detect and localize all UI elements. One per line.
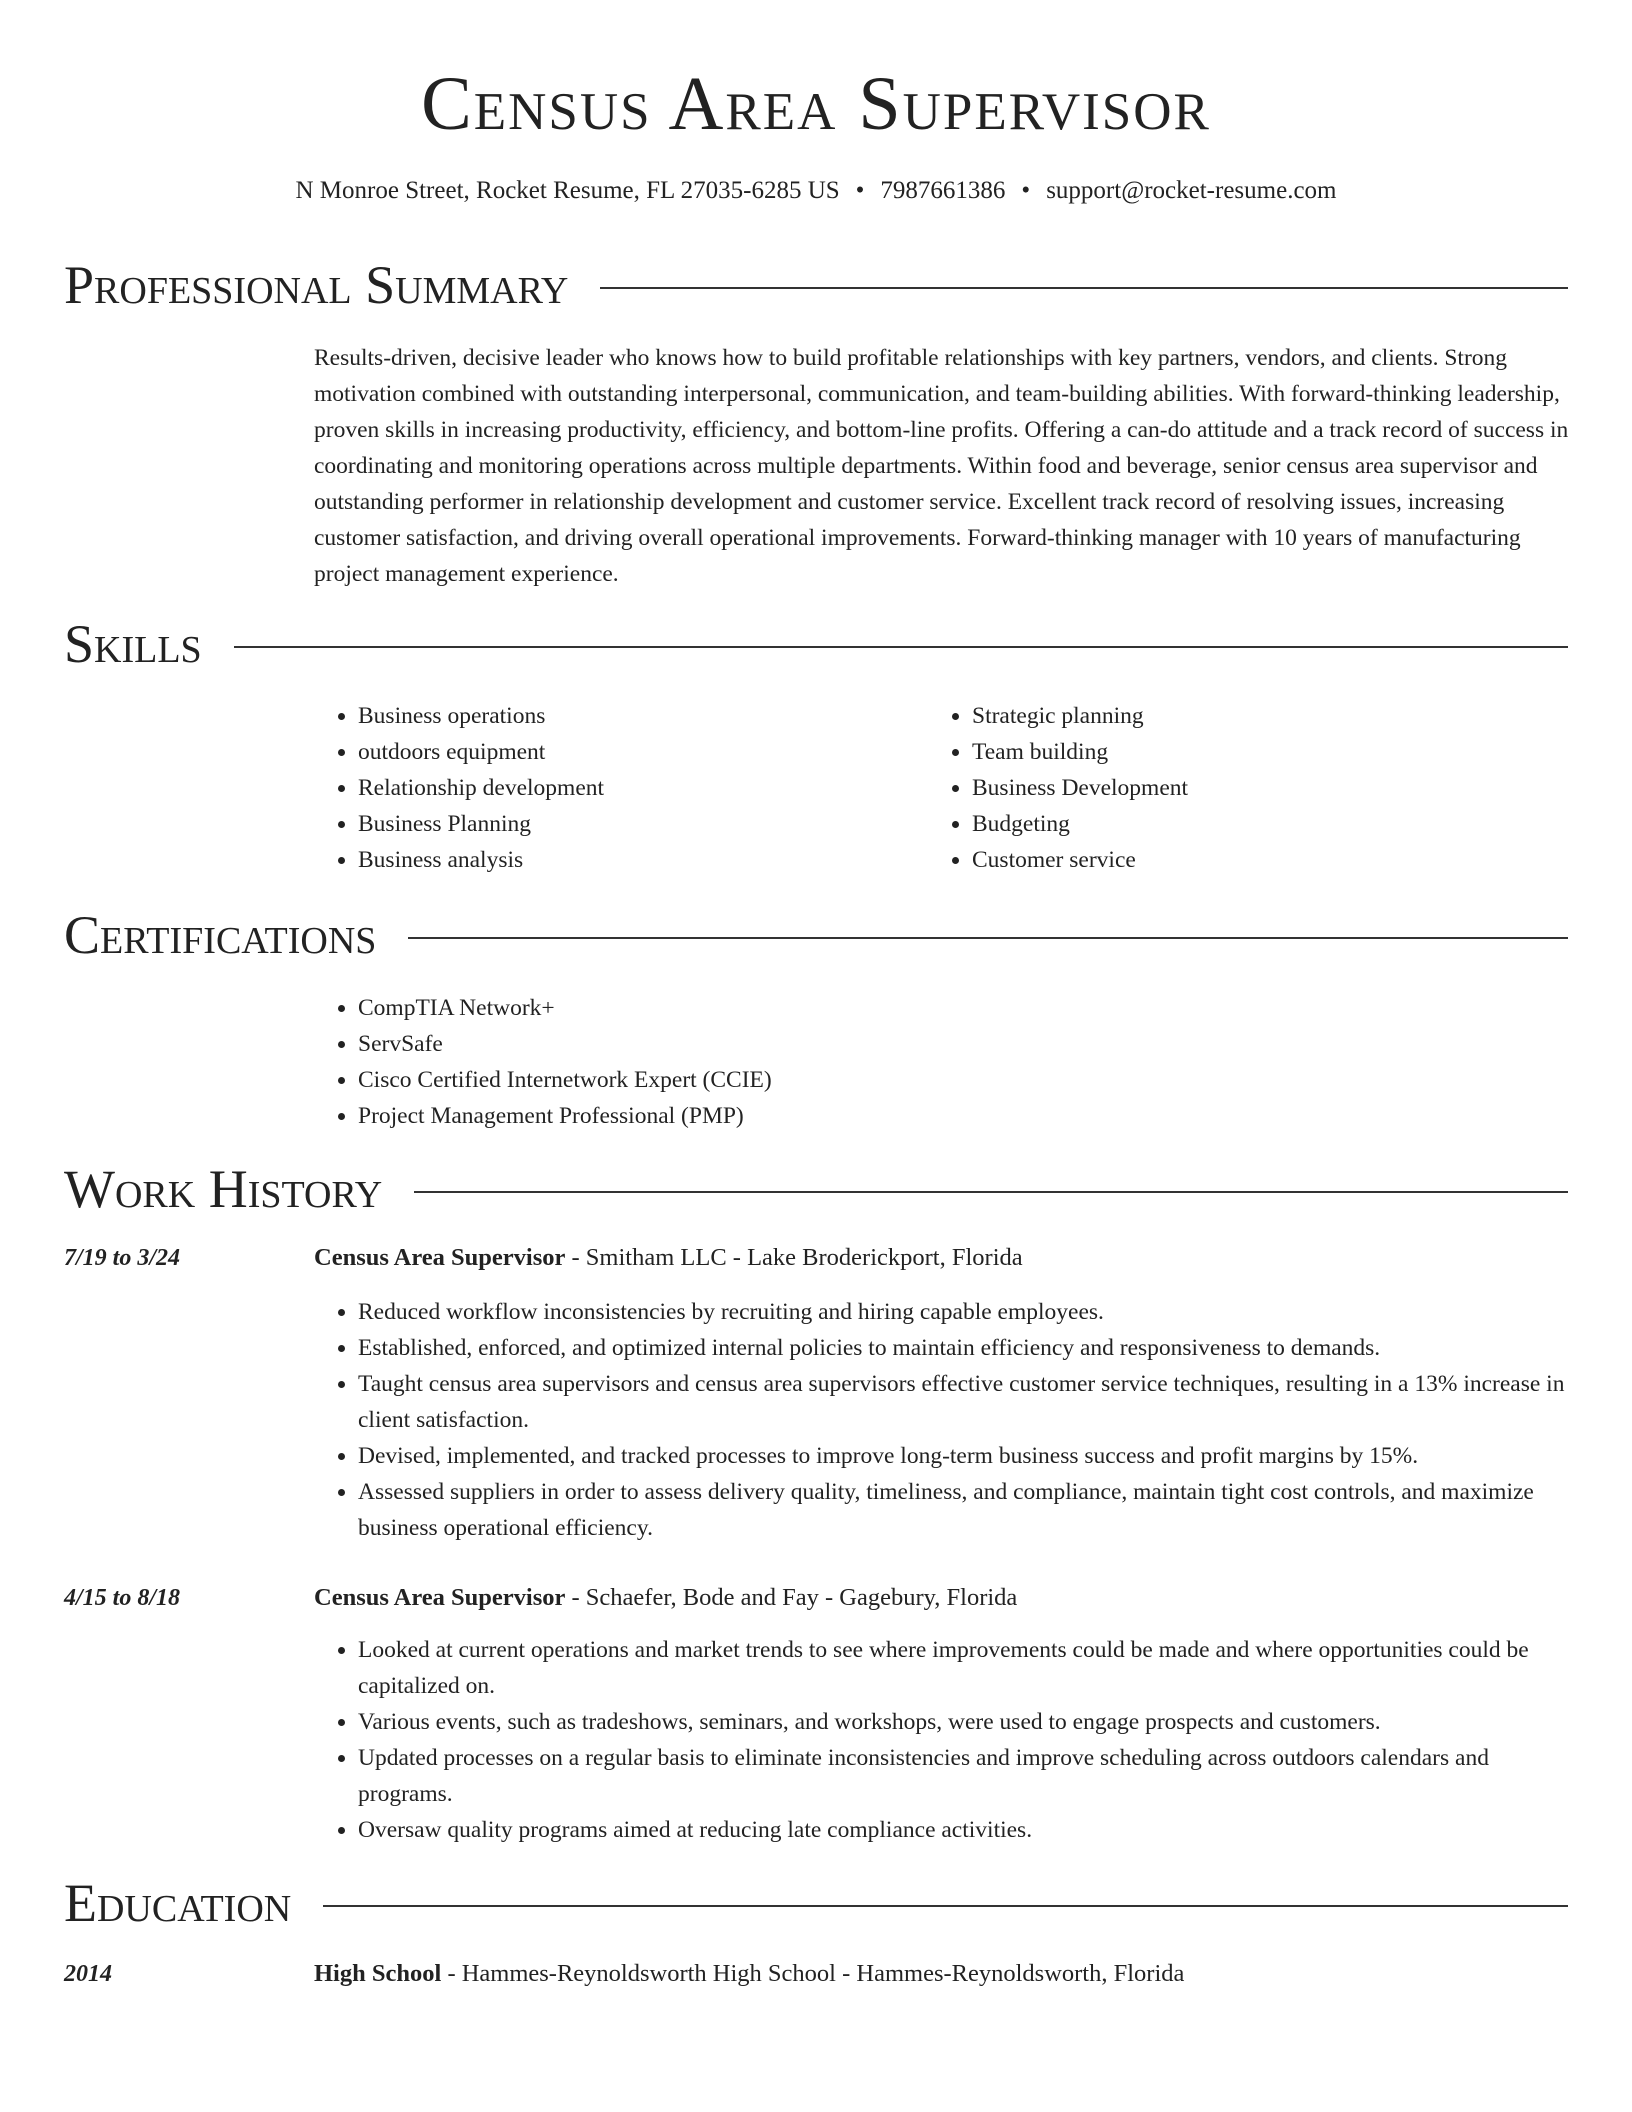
job-bullet: • Oversaw quality programs aimed at reducing late compliance activities. [358, 1812, 1574, 1848]
certification-item: • ServSafe [358, 1026, 1574, 1062]
skill-item: • Strategic planning [972, 698, 1568, 734]
skill-item: • Relationship development [358, 770, 914, 806]
job-bullet: • Looked at current operations and market trends to see where improvements could be made and where opportunities could be capitalized on. [358, 1632, 1574, 1704]
job-bullet: • Devised, implemented, and tracked processes to improve long-term business success and profit margins by 15%. [358, 1438, 1574, 1474]
contact-phone: 7987661386 [880, 177, 1006, 204]
skill-item: • Budgeting [972, 806, 1568, 842]
job-dates: 4/15 to 8/18 [64, 1585, 181, 1611]
work-section-heading [64, 1157, 1568, 1221]
job-bullet: • Established, enforced, and optimized internal policies to maintain efficiency and responsiveness to demands. [358, 1330, 1574, 1366]
job-bullet: • Reduced workflow inconsistencies by recruiting and hiring capable employees. [358, 1294, 1574, 1330]
certifications-section-heading [64, 903, 1568, 967]
job-employer: - Schaefer, Bode and Fay - Gagebury, Florida [565, 1584, 1018, 1611]
skill-item: • Business operations [358, 698, 914, 734]
work-title: Work History [64, 1159, 383, 1219]
summary-section-heading [64, 253, 1568, 317]
skill-item: • Business Planning [358, 806, 914, 842]
skills-right-column [928, 698, 1568, 878]
job-heading [314, 1240, 1574, 1276]
skill-item: • Team building [972, 734, 1568, 770]
skills-title: Skills [64, 614, 202, 674]
job-dates: 7/19 to 3/24 [64, 1245, 181, 1271]
section-divider [234, 646, 1568, 648]
contact-address: N Monroe Street, Rocket Resume, FL 27035-6285 US [295, 177, 840, 204]
certification-item: • CompTIA Network+ [358, 990, 1574, 1026]
skill-item: • Business analysis [358, 842, 914, 878]
section-divider [408, 937, 1568, 939]
job-bullets [314, 1294, 1574, 1546]
skills-section-heading [64, 612, 1568, 676]
education-year: 2014 [64, 1961, 112, 1987]
job-bullet: • Assessed suppliers in order to assess delivery quality, timeliness, and compliance, maintain tight cost controls, and maximize business operational efficiency. [358, 1474, 1574, 1546]
education-heading [314, 1956, 1574, 1992]
skill-item: • Customer service [972, 842, 1568, 878]
certifications-list [314, 990, 1574, 1134]
education-school: - Hammes-Reynoldsworth High School - Hammes-Reynoldsworth, Florida [441, 1960, 1185, 1987]
summary-title: Professional Summary [64, 255, 569, 315]
skills-right-list [928, 698, 1568, 878]
skills-left-list [314, 698, 914, 878]
section-divider [323, 1905, 1568, 1907]
job-bullet: • Updated processes on a regular basis to eliminate inconsistencies and improve scheduling across outdoors calendars and programs. [358, 1740, 1574, 1812]
job-bullet: • Taught census area supervisors and census area supervisors effective customer service techniques, resulting in a 13% increase in client satisfaction. [358, 1366, 1574, 1438]
section-divider [600, 287, 1568, 289]
certification-item: • Cisco Certified Internetwork Expert (CCIE) [358, 1062, 1574, 1098]
resume-name: Census Area Supervisor [421, 62, 1211, 146]
skills-left-column [314, 698, 914, 878]
certifications-title: Certifications [64, 905, 377, 965]
contact-email: support@rocket-resume.com [1046, 177, 1337, 204]
contact-line [0, 174, 1632, 208]
contact-separator: • [1021, 177, 1031, 204]
job-heading [314, 1580, 1574, 1616]
job-role: Census Area Supervisor [314, 1584, 566, 1611]
contact-separator: • [855, 177, 865, 204]
education-section-heading [64, 1871, 1568, 1935]
certification-item: • Project Management Professional (PMP) [358, 1098, 1574, 1134]
skill-item: • Business Development [972, 770, 1568, 806]
job-bullets [314, 1632, 1574, 1848]
skill-item: • outdoors equipment [358, 734, 914, 770]
job-bullet: • Various events, such as tradeshows, seminars, and workshops, were used to engage prospects and customers. [358, 1704, 1574, 1740]
education-title: Education [64, 1873, 292, 1933]
summary-text: Results-driven, decisive leader who knows how to build profitable relationships with key partners, vendors, and clients. Strong motivation combined with outstanding interpersonal, communication, and team-building abilities. With forward-thinking leadership, proven skills in increasing productivity, efficiency, and bottom-line profits. Offering a can-do attitude and a track record of success in coordinating and monitoring operations across multiple departments. Within food and beverage, senior census area supervisor and outstanding performer in relationship development and customer service. Excellent track record of resolving issues, increasing customer satisfaction, and driving overall operational improvements. Forward-thinking manager with 10 years of manufacturing project management experience. [314, 345, 1569, 587]
job-employer: - Smitham LLC - Lake Broderickport, Florida [565, 1244, 1023, 1271]
section-divider [414, 1191, 1568, 1193]
job-role: Census Area Supervisor [314, 1244, 566, 1271]
education-degree: High School [314, 1960, 442, 1987]
